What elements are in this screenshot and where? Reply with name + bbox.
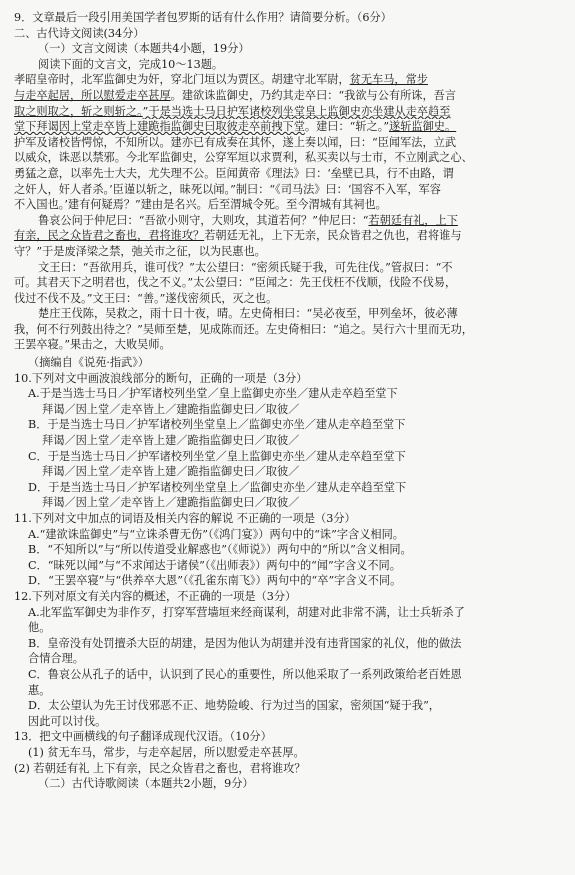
- underlined-sentence: 与走卒起居，所以慰爱走卒甚厚: [14, 88, 171, 102]
- underlined-sentence: 取之则取之，斩之则斩之。: [14, 104, 143, 118]
- passage-line: [14, 88, 561, 104]
- passage-source: （摘编自《说苑·指武》）: [28, 356, 150, 370]
- option-line: B．“不知所以”与“所以传道受业解惑也”（《师说》）两句中的“所以”含义相同。: [28, 543, 412, 557]
- translation-items: [14, 745, 561, 776]
- passage-line: [14, 275, 561, 291]
- option-continuation: 惠。: [28, 683, 51, 697]
- section-heading: 二、古代诗文阅读(34分）: [14, 26, 145, 40]
- question-13: [14, 729, 561, 776]
- translation-item: (2) 若朝廷有礼 上下有亲，民之众皆君之畜也，君将谁攻？: [14, 761, 306, 775]
- option-continuation: 拜谒／因上堂／走卒皆上／建跪指监御史曰／取彼／: [42, 402, 300, 416]
- underlined-sentence: 遂斩监御史。: [389, 120, 457, 134]
- option-continuation: 他。: [28, 621, 51, 635]
- option-line: D．“王罢卒寝”与“供养卒大恩”（《孔雀东南飞》）两句中的“卒”字含义不同。: [28, 574, 402, 588]
- option-line: A.于是当选士马日／护军诸校列坐堂／皇上监御史亦坐／建从走卒趋至堂下: [28, 387, 398, 401]
- option-continuation: 因此可以讨伐。: [28, 714, 107, 728]
- passage-text: 护军及诸校皆愕惊，不知所以。建亦已有成奏在其怀，遂上奏以闻，曰：“臣闻军法，立武: [14, 135, 457, 149]
- passage-text: 文王曰：“吾欲用兵，谁可伐？”太公望曰：“密须氏疑于我，可先往伐。”管叔曰：“不: [38, 260, 453, 274]
- passage-line: [14, 119, 561, 135]
- option-line: D．太公望认为先王讨伐邪恶不正、地势险峻、行为过当的国家，密须国“疑于我”，: [28, 699, 440, 713]
- passage-line: [14, 337, 561, 353]
- option-continuation: 拜谒／因上堂／走卒皆上建／跪指监御史曰／取彼／: [42, 465, 300, 479]
- wavy-underlined-text: ”于是当选士马日护军诸校列坐堂皇上监御史亦坐建从走卒趋至: [142, 104, 451, 118]
- question-12: [14, 589, 561, 729]
- passage-text: 。建欲诛监御史，乃约其走卒曰：“我欲与公有所诛，吾言: [170, 88, 457, 102]
- passage-text: 勇猛之意，以率先士大夫，尤失理不公。臣闻黄帝《理法》曰：‘垒壁已具，行不由路，谓: [14, 166, 454, 180]
- question-stem: 13．把文中画横线的句子翻译成现代汉语。（10分）: [14, 730, 272, 744]
- passage-text: 孝昭皇帝时，北军监御史为奸，穿北门垣以为贾区。胡建守北军尉，: [14, 73, 350, 87]
- passage-line: [14, 135, 561, 151]
- passage-line: [14, 150, 561, 166]
- option-line: C．鲁哀公从孔子的话中，认识到了民心的重要性，所以他采取了一系列政策给老百姓恩: [28, 667, 462, 681]
- passage-line: [14, 182, 561, 198]
- underlined-sentence: 若朝廷有礼，上下: [368, 213, 458, 227]
- passage-text: 守？”于是废泽梁之禁，弛关市之征，以为民惠也。: [14, 244, 266, 258]
- option-line: C．于是当选士马日／护军诸校列坐堂／皇上监御史亦坐／建从走卒趋至堂下: [28, 449, 406, 463]
- passage-line: [14, 306, 561, 322]
- passage-line: [14, 322, 561, 338]
- option-line: A.“建欲诛监御史”与“立诛杀曹无伤”（《鸿门宴》）两句中的“诛”字含义相同。: [28, 527, 404, 541]
- passage-text: 我，何不行列鼓出待之？”吴师至楚，见成陈而还。左史倚相曰：“追之。吴行六十里而无功，: [14, 322, 473, 336]
- option-continuation: 拜谒／因上堂／走卒皆上建／跪指监御史曰／取彼／: [42, 434, 300, 448]
- subsection-heading-poetry: （二）古代诗歌阅读（本题共2小题，9分）: [38, 777, 254, 791]
- passage-line: [14, 213, 561, 229]
- passage-text: 之奸人，奸人者杀。’臣谨以斩之，昧死以闻。”制曰：“《司马法》曰：‘国容不入军，军容: [14, 182, 441, 196]
- option-continuation: 拜谒／因上堂／走卒皆上／建跪指监御史曰／取彼／: [42, 496, 300, 510]
- underlined-sentence: 贫无车马，常步: [349, 73, 428, 87]
- passage-text: 。建曰：“斩之。”: [304, 120, 390, 134]
- passage-line: [14, 104, 561, 120]
- question-stem: 12.下列对原文有关内容的概述，不正确的一项是（3分）: [14, 589, 297, 603]
- passage-text: 以威众，诛恶以禁邪。今北军监御史，公穿军垣以求贾利，私买卖以与士市，不立刚武之心、: [14, 151, 473, 165]
- reading-instruction: 阅读下面的文言文，完成10～13题。: [38, 57, 224, 71]
- question-options: [14, 386, 561, 511]
- classical-passage: [14, 72, 561, 353]
- passage-text: 伐过不伐不及。”文王曰：“善。”遂伐密须氏，灭之也。: [14, 291, 278, 305]
- passage-text: 楚庄王伐陈，吴救之，雨十日十夜，晴。左史倚相曰：“吴必夜至，甲列垒坏，彼必薄: [38, 307, 458, 321]
- passage-line: [14, 72, 561, 88]
- option-continuation: 合情合理。: [28, 652, 84, 666]
- option-line: C．“昧死以闻”与“不求闻达于诸侯”（《出师表》）两句中的“闻”字含义不同。: [28, 558, 401, 572]
- translation-item: (1) 贫无车马，常步，与走卒起居，所以慰爱走卒甚厚。: [28, 745, 305, 759]
- question-options: [14, 527, 561, 589]
- passage-line: [14, 291, 561, 307]
- passage-line: [14, 166, 561, 182]
- question-options: [14, 605, 561, 730]
- passage-text: 可。其君天下之明君也，伐之不义。”太公望曰：“臣闻之：先王伐枉不伐顺，伐险不伐易，: [14, 276, 457, 290]
- question-stem: 11.下列对文中加点的词语及相关内容的解说 不正确的一项是（3分）: [14, 512, 356, 525]
- option-line: D．于是当选士马日／护军诸校列坐堂皇上／监御史亦坐／建从走卒趋至堂下: [28, 480, 407, 494]
- passage-line: [14, 260, 561, 276]
- option-line: A.北军监军御史为非作歹，打穿军营墙垣来经商谋利，胡建对此非常不满，让士兵斩杀了: [28, 605, 465, 619]
- passage-text: 不入国也。’建有何疑焉？”建由是名兴。后至渭城令死。至今渭城有其祠也。: [14, 198, 387, 212]
- wavy-underlined-text: 堂下拜谒因上堂走卒皆上建跪指监御史曰取彼走卒前拽下堂: [14, 120, 305, 134]
- question-10: [14, 371, 561, 511]
- underlined-sentence: 有亲，民之众皆君之畜也，君将谁攻？: [14, 229, 205, 243]
- passage-text: 王罢卒寝。”果击之，大败吴师。: [14, 338, 171, 352]
- passage-line: [14, 197, 561, 213]
- passage-line: [14, 228, 561, 244]
- option-line: B．于是当选士马日／护军诸校列坐堂皇上／监御史亦坐／建从走卒趋至堂下: [28, 418, 406, 432]
- passage-text: 若朝廷无礼，上下无亲，民众皆君之仇也，君将谁与: [204, 229, 462, 243]
- passage-line: [14, 244, 561, 260]
- passage-text: 鲁哀公问于仲尼曰：“吾欲小则守，大则攻，其道若何？”仲尼曰：“: [38, 213, 369, 227]
- question-9: 9．文章最后一段引用美国学者包罗斯的话有什么作用？请简要分析。（6分）: [14, 11, 392, 24]
- option-line: B．皇帝没有处罚擅杀大臣的胡建，是因为他认为胡建并没有违背国家的礼仪，他的做法: [28, 636, 462, 650]
- question-stem: 10.下列对文中画波浪线部分的断句，正确的一项是（3分）: [14, 371, 308, 385]
- subsection-heading-classical-prose: （一）文言文阅读（本题共4小题，19分）: [38, 42, 250, 56]
- question-11: [14, 511, 561, 589]
